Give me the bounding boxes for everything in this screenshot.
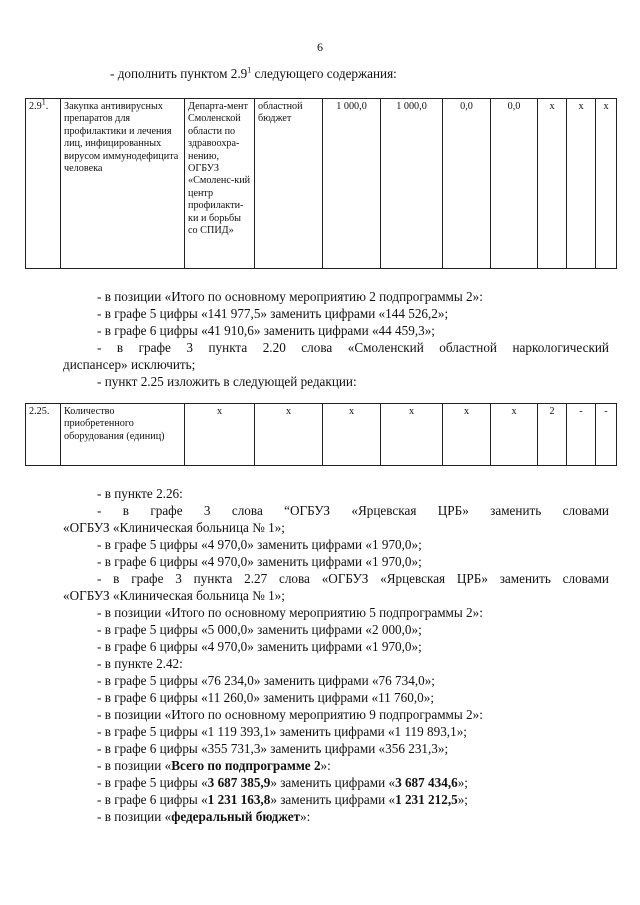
text-line: - в графе 6 цифры «355 731,3» заменить цифрами «356 231,3»; — [97, 741, 449, 756]
text-line: - в графе 5 цифры «141 977,5» заменить цифрами «144 526,2»; — [97, 306, 449, 321]
cell-total: 1 000,0 — [323, 99, 381, 269]
cell-year-3: 0,0 — [491, 99, 538, 269]
text-line: «ОГБУЗ «Клиническая больница № 1»; — [63, 520, 285, 535]
cell-value: х — [255, 404, 323, 466]
text-line: - в пункте 2.42: — [97, 656, 183, 671]
cell-x-1: х — [538, 99, 567, 269]
cell-number: $2.9^1$. — [26, 99, 61, 269]
text-line: диспансер» исключить; — [63, 357, 196, 372]
text-line: - в позиции «Всего по подпрограмме 2»: — [97, 758, 331, 773]
text-line: - в графе 5 цифры «4 970,0» заменить цифрами «1 970,0»; — [97, 537, 422, 552]
bold-phrase: Всего по подпрограмме 2 — [171, 758, 321, 773]
cell-indicator-name: Количество приобретенного оборудования (единиц) — [61, 404, 185, 466]
text-line: - в пункте 2.26: — [97, 486, 183, 501]
text-line: - в графе 6 цифры «4 970,0» заменить цифрами «1 970,0»; — [97, 639, 422, 654]
intro-text: - дополнить пунктом 2.9 — [110, 66, 248, 81]
cell-measure-name: Закупка антивирусных препаратов для профилактики и лечения лиц, инфицированных вирусом иммунодефицита человека — [61, 99, 185, 269]
cell-x-2: х — [567, 99, 596, 269]
intro-line — [110, 66, 397, 82]
cell-value: 2 — [538, 404, 567, 466]
text-line: - в графе 6 цифры «11 260,0» заменить цифрами «11 760,0»; — [97, 690, 434, 705]
cell-value: х — [443, 404, 491, 466]
text-line: - в позиции «Итого по основному мероприятию 9 подпрограммы 2»: — [97, 707, 483, 722]
table-item-2-25 — [25, 403, 617, 466]
text-line: - в графе 3 пункта 2.27 слова «ОГБУЗ «Ярцевская ЦРБ» заменить словами — [97, 571, 609, 586]
cell-funding-source: областной бюджет — [255, 99, 323, 269]
text-line: - в графе 5 цифры «1 119 393,1» заменить цифрами «1 119 893,1»; — [97, 724, 467, 739]
table-item-2-9 — [25, 98, 617, 269]
text-line: - в графе 6 цифры «4 970,0» заменить цифрами «1 970,0»; — [97, 554, 422, 569]
text-line: - в позиции «Итого по основному мероприятию 2 подпрограммы 2»: — [97, 289, 483, 304]
cell-year-2: 0,0 — [443, 99, 491, 269]
text-line: - в графе 5 цифры «5 000,0» заменить цифрами «2 000,0»; — [97, 622, 422, 637]
cell-value: - — [567, 404, 596, 466]
bold-number: 3 687 385,9 — [207, 775, 271, 790]
cell-value: - — [596, 404, 617, 466]
cell-value: х — [185, 404, 255, 466]
cell-value: х — [381, 404, 443, 466]
page-number: 6 — [317, 40, 323, 54]
cell-value: х — [491, 404, 538, 466]
bold-number: 1 231 163,8 — [207, 792, 271, 807]
bold-number: 3 687 434,6 — [395, 775, 458, 790]
text-line: «ОГБУЗ «Клиническая больница № 1»; — [63, 588, 285, 603]
text-line: - в графе 3 слова “ОГБУЗ «Ярцевская ЦРБ» заменить словами — [97, 503, 609, 518]
text-line: - в графе 5 цифры «3 687 385,9» заменить цифрами «3 687 434,6»; — [97, 775, 468, 790]
bold-number: 1 231 212,5 — [395, 792, 458, 807]
text-line: - в графе 5 цифры «76 234,0» заменить цифрами «76 734,0»; — [97, 673, 435, 688]
text-line: - в графе 6 цифры «41 910,6» заменить цифрами «44 459,3»; — [97, 323, 435, 338]
cell-number: 2.25. — [26, 404, 61, 466]
intro-sup: 1 — [247, 65, 252, 75]
text-line: - в позиции «Итого по основному мероприятию 5 подпрограммы 2»: — [97, 605, 483, 620]
cell-year-1: 1 000,0 — [381, 99, 443, 269]
text-line: - в графе 6 цифры «1 231 163,8» заменить цифрами «1 231 212,5»; — [97, 792, 468, 807]
text-line: - в графе 3 пункта 2.20 слова «Смоленский областной наркологический — [97, 340, 609, 355]
cell-value: х — [323, 404, 381, 466]
bold-phrase: федеральный бюджет — [171, 809, 301, 824]
text-line: - в позиции «федеральный бюджет»: — [97, 809, 311, 824]
cell-executor: Департа-мент Смоленской области по здравоохра-нению, ОГБУЗ «Смоленс-кий центр профилакти-ки и борьбы со СПИД» — [185, 99, 255, 269]
text-line: - пункт 2.25 изложить в следующей редакции: — [97, 374, 357, 389]
intro-text-tail: следующего содержания: — [251, 66, 397, 81]
cell-x-3: х — [596, 99, 617, 269]
